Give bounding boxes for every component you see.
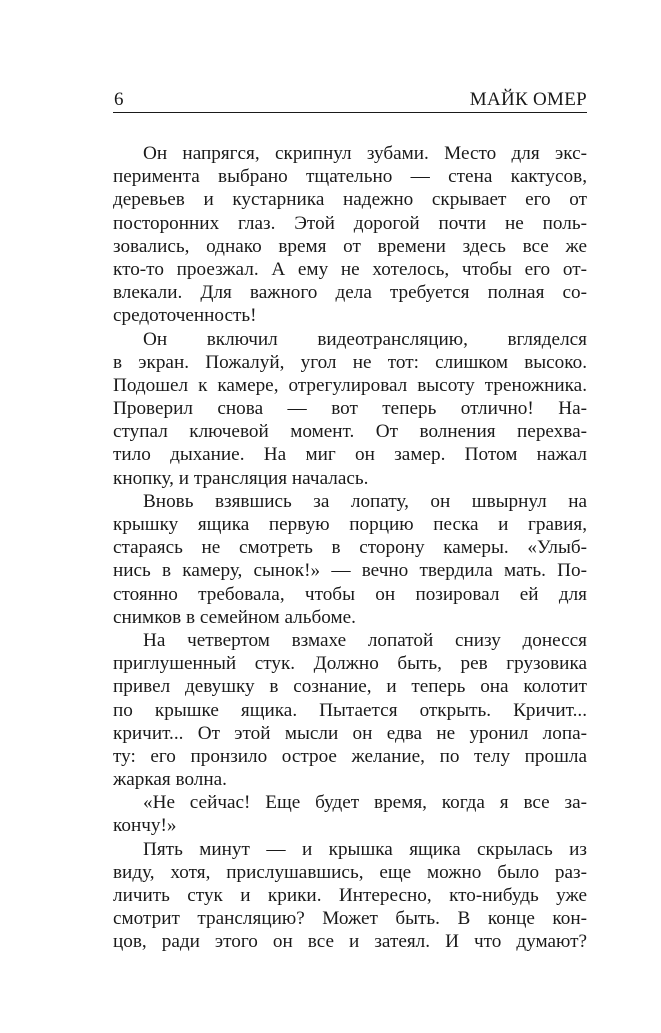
text-line: стараясь не смотреть в сторону камеры. «Улыб- bbox=[113, 537, 587, 559]
text-line: «Не сейчас! Еще будет время, когда я все за- bbox=[143, 792, 587, 814]
text-line: жаркая волна. bbox=[113, 769, 227, 791]
text-line: кто-то проезжал. А ему не хотелось, чтобы его от- bbox=[113, 258, 587, 280]
text-line: Пять минут — и крышка ящика скрылась из bbox=[143, 838, 587, 860]
text-line: кричит... От этой мысли он едва не уронил лопа- bbox=[113, 722, 587, 744]
text-line: кончу!» bbox=[113, 815, 177, 837]
text-line: смотрит трансляцию? Может быть. В конце кон- bbox=[113, 908, 587, 930]
text-line: Он включил видеотрансляцию, вгляделся bbox=[143, 328, 587, 350]
running-head bbox=[113, 86, 587, 114]
text-line: зовались, однако время от времени здесь все же bbox=[113, 235, 587, 257]
text-line: тило дыхание. На миг он замер. Потом нажал bbox=[113, 444, 587, 466]
text-line: стоянно требовала, чтобы он позировал ей для bbox=[113, 583, 587, 605]
text-line: цов, ради этого он все и затеял. И что думают? bbox=[113, 931, 587, 953]
text-line: в экран. Пожалуй, угол не тот: слишком высоко. bbox=[113, 351, 587, 373]
text-line: деревьев и кустарника надежно скрывает его от bbox=[113, 189, 587, 211]
text-line: ту: его пронзило острое желание, по телу прошла bbox=[113, 745, 587, 767]
text-line: Он напрягся, скрипнул зубами. Место для экс- bbox=[143, 143, 587, 164]
text-line: средоточенность! bbox=[113, 305, 257, 327]
text-line: крышку ящика первую порцию песка и гравия, bbox=[113, 514, 587, 535]
header-rule bbox=[113, 112, 587, 113]
text-line: На четвертом взмахе лопатой снизу донесся bbox=[143, 629, 587, 651]
text-line: посторонних глаз. Этой дорогой почти не поль- bbox=[113, 212, 587, 234]
page-number: 6 bbox=[114, 89, 124, 110]
text-line: Подошел к камере, отрегулировал высоту треножника. bbox=[113, 374, 587, 396]
text-line: перимента выбрано тщательно — стена кактусов, bbox=[113, 166, 587, 188]
text-line: снимков в семейном альбоме. bbox=[113, 606, 356, 628]
text-line: Вновь взявшись за лопату, он швырнул на bbox=[143, 490, 587, 512]
text-line: ступал ключевой момент. От волнения перехва- bbox=[113, 421, 587, 443]
text-line: личить стук и крики. Интересно, кто-нибудь уже bbox=[113, 885, 587, 906]
text-line: нись в камеру, сынок!» — вечно твердила мать. По- bbox=[113, 560, 587, 582]
text-line: кнопку, и трансляция началась. bbox=[113, 467, 369, 489]
text-line: привел девушку в сознание, и теперь она колотит bbox=[113, 676, 587, 698]
text-line: виду, хотя, прислушавшись, еще можно было раз- bbox=[113, 861, 587, 883]
text-line: приглушенный стук. Должно быть, рев грузовика bbox=[113, 653, 587, 675]
book-page bbox=[113, 86, 587, 114]
text-line: влекали. Для важного дела требуется полная со- bbox=[113, 282, 587, 304]
text-line: Проверил снова — вот теперь отлично! На- bbox=[113, 398, 587, 420]
running-head-author: МАЙК ОМЕР bbox=[469, 89, 587, 110]
text-line: по крышке ящика. Пытается открыть. Кричит... bbox=[113, 699, 587, 721]
body-text bbox=[113, 142, 587, 954]
